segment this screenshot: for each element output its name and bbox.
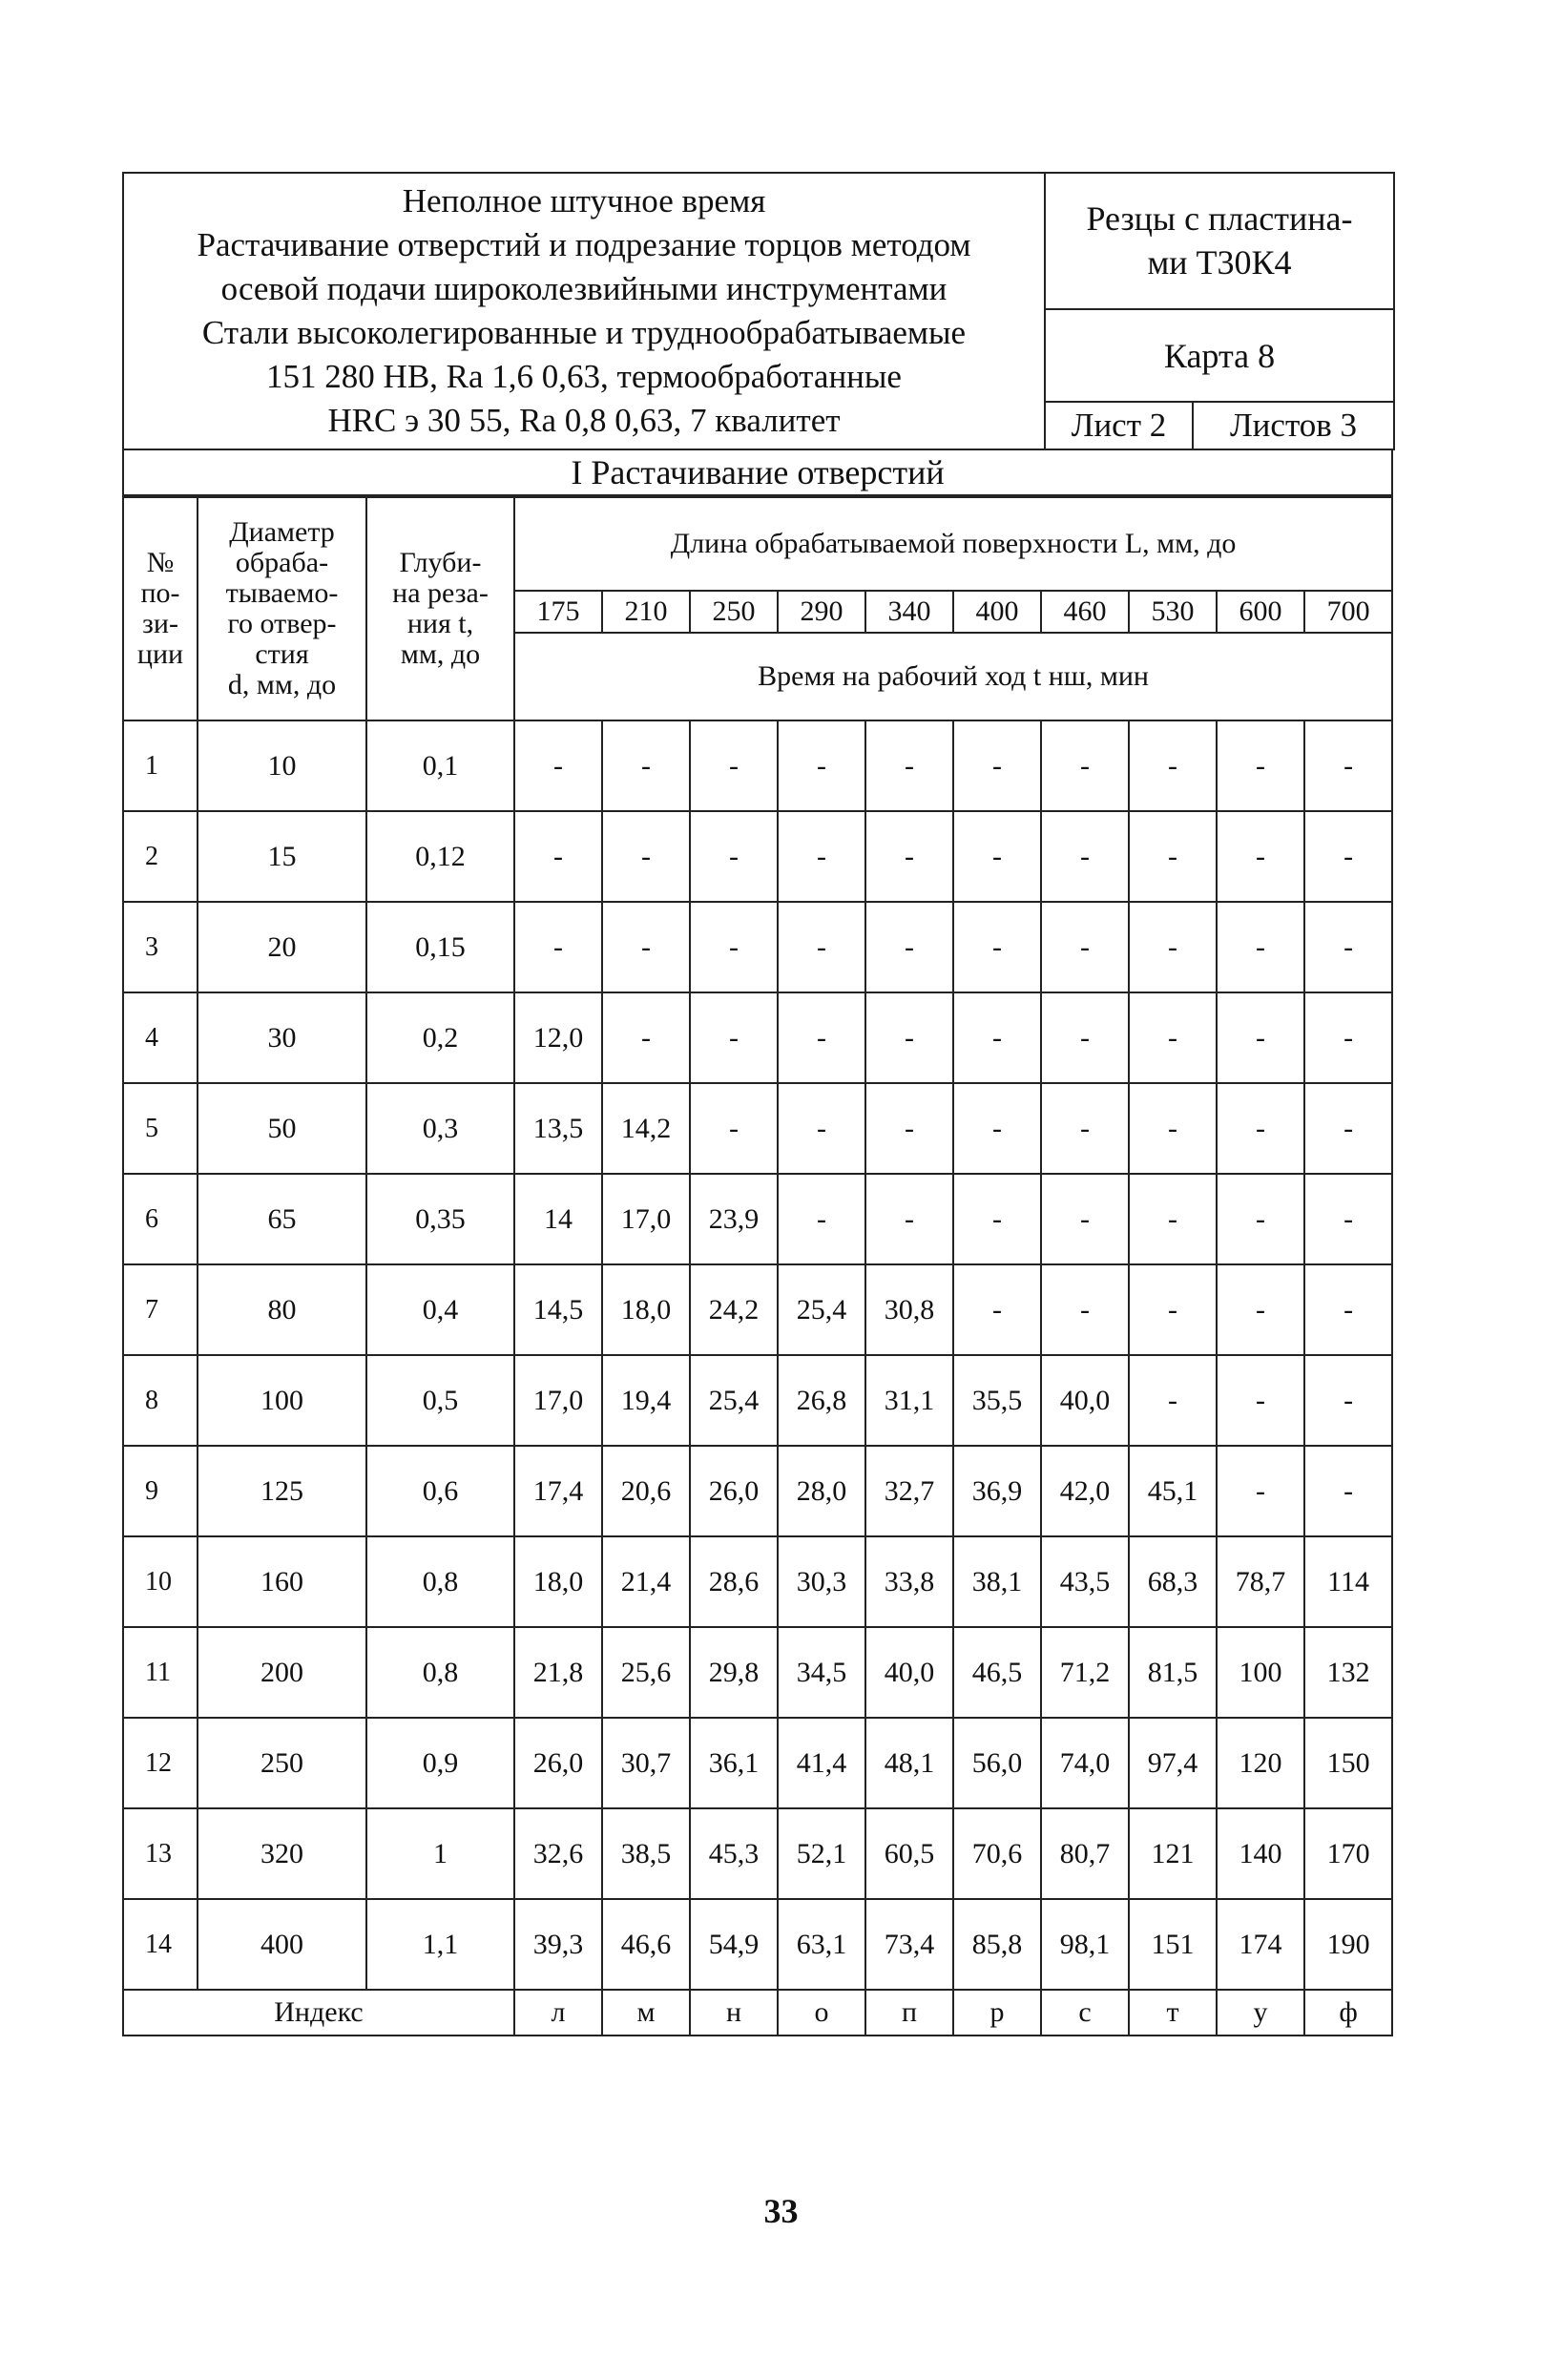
position-cell: 10 (123, 1536, 198, 1627)
time-cell: 21,8 (514, 1627, 602, 1718)
time-cell: - (602, 720, 690, 811)
time-cell: 33,8 (865, 1536, 953, 1627)
diameter-cell: 320 (198, 1808, 366, 1899)
index-letter: п (865, 1990, 953, 2036)
time-cell: - (1129, 811, 1217, 902)
time-cell: 46,6 (602, 1899, 690, 1990)
depth-cell: 0,8 (366, 1627, 514, 1718)
time-cell: 18,0 (514, 1536, 602, 1627)
length-value: 290 (778, 591, 865, 633)
time-cell: - (1304, 992, 1392, 1083)
time-cell: - (602, 811, 690, 902)
index-letter: с (1041, 1990, 1129, 2036)
index-letter: у (1217, 1990, 1304, 2036)
time-header: Время на рабочий ход t нш, мин (514, 633, 1392, 720)
time-cell: 19,4 (602, 1355, 690, 1446)
time-cell: - (1304, 1174, 1392, 1264)
time-cell: - (1129, 1083, 1217, 1174)
time-cell: 17,0 (602, 1174, 690, 1264)
length-value: 700 (1304, 591, 1392, 633)
time-cell: - (1304, 1083, 1392, 1174)
time-cell: 18,0 (602, 1264, 690, 1355)
length-value: 250 (690, 591, 778, 633)
time-cell: - (778, 902, 865, 992)
time-cell: 98,1 (1041, 1899, 1129, 1990)
diameter-cell: 250 (198, 1718, 366, 1808)
time-cell: 17,4 (514, 1446, 602, 1536)
time-cell: - (1041, 1264, 1129, 1355)
time-cell: - (953, 902, 1041, 992)
time-cell: 100 (1217, 1627, 1304, 1718)
depth-cell: 0,1 (366, 720, 514, 811)
time-cell: 14 (514, 1174, 602, 1264)
time-cell: - (690, 720, 778, 811)
time-cell: 39,3 (514, 1899, 602, 1990)
time-cell: 38,1 (953, 1536, 1041, 1627)
time-cell: 74,0 (1041, 1718, 1129, 1808)
time-cell: 34,5 (778, 1627, 865, 1718)
time-cell: 120 (1217, 1718, 1304, 1808)
length-header: Длина обрабатываемой поверхности L, мм, до (514, 497, 1392, 591)
time-cell: 80,7 (1041, 1808, 1129, 1899)
col-diameter-header: Диаметр обраба- тываемо- го отвер- стия d, мм, до (198, 497, 366, 720)
diameter-cell: 65 (198, 1174, 366, 1264)
time-cell: 36,9 (953, 1446, 1041, 1536)
depth-cell: 0,2 (366, 992, 514, 1083)
time-cell: - (1041, 992, 1129, 1083)
time-cell: 17,0 (514, 1355, 602, 1446)
length-value: 530 (1129, 591, 1217, 633)
time-cell: 73,4 (865, 1899, 953, 1990)
length-value: 400 (953, 591, 1041, 633)
time-cell: 26,0 (690, 1446, 778, 1536)
time-cell: 140 (1217, 1808, 1304, 1899)
time-cell: - (514, 720, 602, 811)
depth-cell: 0,4 (366, 1264, 514, 1355)
time-cell: 41,4 (778, 1718, 865, 1808)
diameter-cell: 80 (198, 1264, 366, 1355)
index-label: Индекс (123, 1990, 514, 2036)
normative-card (122, 172, 1393, 2036)
time-cell: 48,1 (865, 1718, 953, 1808)
time-cell: 30,8 (865, 1264, 953, 1355)
length-value: 210 (602, 591, 690, 633)
position-cell: 14 (123, 1899, 198, 1990)
page-number: 33 (763, 2192, 799, 2230)
tool-line: Резцы с пластина- (1086, 199, 1353, 239)
time-cell: 26,0 (514, 1718, 602, 1808)
time-cell: 12,0 (514, 992, 602, 1083)
time-cell: - (690, 902, 778, 992)
time-cell: 81,5 (1129, 1627, 1217, 1718)
position-cell: 4 (123, 992, 198, 1083)
time-cell: 60,5 (865, 1808, 953, 1899)
time-cell: 25,6 (602, 1627, 690, 1718)
time-cell: 36,1 (690, 1718, 778, 1808)
position-cell: 5 (123, 1083, 198, 1174)
time-cell: 52,1 (778, 1808, 865, 1899)
index-letter: н (690, 1990, 778, 2036)
time-cell: 42,0 (1041, 1446, 1129, 1536)
position-cell: 11 (123, 1627, 198, 1718)
position-cell: 8 (123, 1355, 198, 1446)
time-cell: 121 (1129, 1808, 1217, 1899)
depth-cell: 0,5 (366, 1355, 514, 1446)
time-cell: 190 (1304, 1899, 1392, 1990)
tool-line: ми Т30К4 (1147, 243, 1292, 282)
diameter-cell: 200 (198, 1627, 366, 1718)
time-cell: 28,0 (778, 1446, 865, 1536)
time-cell: - (690, 811, 778, 902)
depth-cell: 0,3 (366, 1083, 514, 1174)
depth-cell: 0,9 (366, 1718, 514, 1808)
time-cell: - (1217, 902, 1304, 992)
time-cell: - (1304, 1355, 1392, 1446)
time-cell: - (1041, 1083, 1129, 1174)
length-value: 460 (1041, 591, 1129, 633)
table-row (123, 811, 1392, 902)
time-cell: 63,1 (778, 1899, 865, 1990)
time-cell: - (602, 992, 690, 1083)
depth-cell: 0,35 (366, 1174, 514, 1264)
time-cell: - (1217, 1264, 1304, 1355)
time-cell: 150 (1304, 1718, 1392, 1808)
sheets-total: Листов 3 (1193, 402, 1394, 449)
time-cell: 46,5 (953, 1627, 1041, 1718)
title-line: Растачивание отверстий и подрезание торцов методом (197, 226, 971, 263)
time-cell: 29,8 (690, 1627, 778, 1718)
time-cell: - (514, 902, 602, 992)
time-cell: 14,5 (514, 1264, 602, 1355)
depth-cell: 0,8 (366, 1536, 514, 1627)
table-row (123, 1808, 1392, 1899)
time-cell: - (778, 992, 865, 1083)
time-cell: 35,5 (953, 1355, 1041, 1446)
time-cell: - (514, 811, 602, 902)
time-cell: - (1129, 1264, 1217, 1355)
time-cell: - (865, 720, 953, 811)
index-letter: т (1129, 1990, 1217, 2036)
index-letter: р (953, 1990, 1041, 2036)
title-line: HRC э 30 55, Ra 0,8 0,63, 7 квалитет (327, 402, 841, 439)
table-row (123, 992, 1392, 1083)
depth-cell: 1,1 (366, 1899, 514, 1990)
index-letter: л (514, 1990, 602, 2036)
length-value: 600 (1217, 591, 1304, 633)
position-cell: 9 (123, 1446, 198, 1536)
time-cell: 78,7 (1217, 1536, 1304, 1627)
title-line: Стали высоколегированные и труднообрабатываемые (201, 314, 967, 351)
col-depth-header: Глуби- на реза- ния t, мм, до (366, 497, 514, 720)
time-cell: - (953, 1174, 1041, 1264)
index-letter: м (602, 1990, 690, 2036)
time-cell: - (690, 992, 778, 1083)
time-cell: 13,5 (514, 1083, 602, 1174)
time-cell: 97,4 (1129, 1718, 1217, 1808)
time-cell: - (1304, 811, 1392, 902)
time-cell: 38,5 (602, 1808, 690, 1899)
position-cell: 1 (123, 720, 198, 811)
time-cell: - (865, 992, 953, 1083)
index-row (123, 1990, 1392, 2036)
time-cell: 24,2 (690, 1264, 778, 1355)
diameter-cell: 15 (198, 811, 366, 902)
time-cell: - (1217, 1355, 1304, 1446)
time-cell: 170 (1304, 1808, 1392, 1899)
time-cell: - (865, 811, 953, 902)
col-position-header: № по- зи- ции (123, 497, 198, 720)
time-cell: - (1304, 1446, 1392, 1536)
time-cell: - (1041, 811, 1129, 902)
title-line: Неполное штучное время (402, 182, 766, 219)
time-cell: - (953, 720, 1041, 811)
time-table (122, 496, 1393, 2036)
time-cell: - (1129, 1174, 1217, 1264)
time-cell: 30,3 (778, 1536, 865, 1627)
time-cell: - (778, 811, 865, 902)
time-cell: 132 (1304, 1627, 1392, 1718)
time-cell: - (1304, 1264, 1392, 1355)
diameter-cell: 400 (198, 1899, 366, 1990)
table-row (123, 720, 1392, 811)
time-cell: - (865, 1174, 953, 1264)
position-cell: 7 (123, 1264, 198, 1355)
time-cell: 40,0 (865, 1627, 953, 1718)
diameter-cell: 10 (198, 720, 366, 811)
time-cell: - (1217, 1446, 1304, 1536)
time-cell: 32,6 (514, 1808, 602, 1899)
table-row (123, 902, 1392, 992)
time-cell: - (1129, 1355, 1217, 1446)
section-title: I Растачивание отверстий (122, 450, 1393, 496)
table-row (123, 1627, 1392, 1718)
time-cell: 32,7 (865, 1446, 953, 1536)
index-letter: о (778, 1990, 865, 2036)
card-title (123, 173, 1045, 449)
time-cell: - (1217, 811, 1304, 902)
table-row (123, 1536, 1392, 1627)
time-cell: - (865, 902, 953, 992)
table-row (123, 1355, 1392, 1446)
time-cell: - (1129, 902, 1217, 992)
time-cell: 30,7 (602, 1718, 690, 1808)
table-row (123, 1264, 1392, 1355)
time-cell: - (1217, 1083, 1304, 1174)
time-cell: 45,3 (690, 1808, 778, 1899)
table-row (123, 1446, 1392, 1536)
diameter-cell: 160 (198, 1536, 366, 1627)
position-cell: 13 (123, 1808, 198, 1899)
time-cell: 31,1 (865, 1355, 953, 1446)
sheet-number: Лист 2 (1045, 402, 1193, 449)
depth-cell: 0,15 (366, 902, 514, 992)
title-line: осевой подачи широколезвийными инструментами (220, 270, 948, 307)
table-row (123, 1718, 1392, 1808)
time-cell: - (1041, 1174, 1129, 1264)
time-cell: - (1129, 720, 1217, 811)
time-cell: 28,6 (690, 1536, 778, 1627)
time-cell: - (778, 1083, 865, 1174)
diameter-cell: 50 (198, 1083, 366, 1174)
time-cell: - (690, 1083, 778, 1174)
position-cell: 6 (123, 1174, 198, 1264)
time-cell: 40,0 (1041, 1355, 1129, 1446)
time-cell: - (778, 720, 865, 811)
diameter-cell: 20 (198, 902, 366, 992)
table-row (123, 1899, 1392, 1990)
length-value: 340 (865, 591, 953, 633)
time-cell: 26,8 (778, 1355, 865, 1446)
diameter-cell: 100 (198, 1355, 366, 1446)
time-cell: 54,9 (690, 1899, 778, 1990)
tool-cell (1045, 173, 1394, 309)
time-cell: 21,4 (602, 1536, 690, 1627)
card-number: Карта 8 (1045, 309, 1394, 402)
time-cell: 20,6 (602, 1446, 690, 1536)
time-cell: 56,0 (953, 1718, 1041, 1808)
diameter-cell: 125 (198, 1446, 366, 1536)
diameter-cell: 30 (198, 992, 366, 1083)
index-letter: ф (1304, 1990, 1392, 2036)
time-cell: - (1217, 1174, 1304, 1264)
length-value: 175 (514, 591, 602, 633)
table-row (123, 1174, 1392, 1264)
time-cell: 25,4 (778, 1264, 865, 1355)
time-cell: - (602, 902, 690, 992)
depth-cell: 1 (366, 1808, 514, 1899)
time-cell: 68,3 (1129, 1536, 1217, 1627)
time-cell: 174 (1217, 1899, 1304, 1990)
time-cell: - (1217, 720, 1304, 811)
depth-cell: 0,6 (366, 1446, 514, 1536)
time-cell: - (865, 1083, 953, 1174)
time-cell: 70,6 (953, 1808, 1041, 1899)
table-body (123, 720, 1392, 2036)
time-cell: 45,1 (1129, 1446, 1217, 1536)
time-cell: 25,4 (690, 1355, 778, 1446)
time-cell: 14,2 (602, 1083, 690, 1174)
table-row (123, 1083, 1392, 1174)
time-cell: 23,9 (690, 1174, 778, 1264)
time-cell: 43,5 (1041, 1536, 1129, 1627)
time-cell: - (1129, 992, 1217, 1083)
time-cell: 114 (1304, 1536, 1392, 1627)
time-cell: 85,8 (953, 1899, 1041, 1990)
time-cell: - (778, 1174, 865, 1264)
position-cell: 2 (123, 811, 198, 902)
position-cell: 3 (123, 902, 198, 992)
time-cell: - (953, 992, 1041, 1083)
time-cell: - (1304, 720, 1392, 811)
position-cell: 12 (123, 1718, 198, 1808)
time-cell: - (1217, 992, 1304, 1083)
time-cell: - (953, 811, 1041, 902)
time-cell: - (1041, 902, 1129, 992)
card-header (122, 172, 1395, 450)
depth-cell: 0,12 (366, 811, 514, 902)
time-cell: 71,2 (1041, 1627, 1129, 1718)
time-cell: 151 (1129, 1899, 1217, 1990)
title-line: 151 280 НВ, Ra 1,6 0,63, термообработанные (266, 358, 902, 395)
time-cell: - (953, 1264, 1041, 1355)
time-cell: - (1304, 902, 1392, 992)
time-cell: - (953, 1083, 1041, 1174)
time-cell: - (1041, 720, 1129, 811)
